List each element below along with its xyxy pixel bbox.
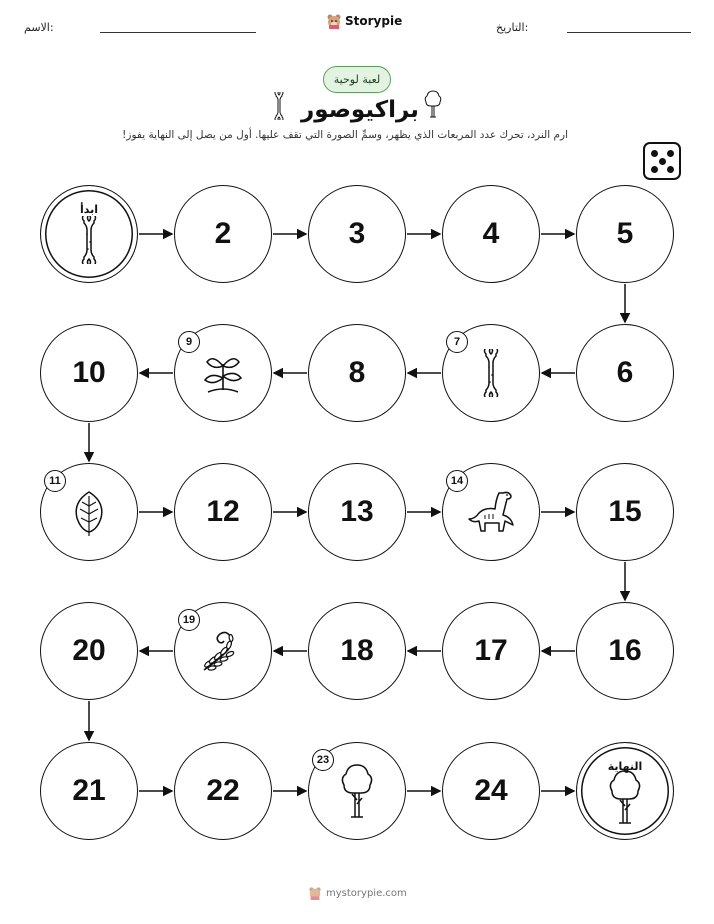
board-space[interactable] bbox=[308, 463, 406, 561]
board-space[interactable] bbox=[576, 324, 674, 422]
space-number-badge: 7 bbox=[446, 331, 468, 353]
plant-sprout-icon bbox=[200, 350, 246, 396]
space-number: 24 bbox=[474, 774, 508, 807]
date-label: التاريخ: bbox=[496, 21, 529, 34]
instructions: ارم النرد، تحرك عدد المربعات الذي يظهر، وسمِّ الصورة التي تقف عليها. أول من يصل إلى النهاية يفوز! bbox=[122, 129, 568, 141]
board-space[interactable] bbox=[40, 742, 138, 840]
board-space[interactable] bbox=[40, 324, 138, 422]
space-number: 10 bbox=[72, 356, 106, 389]
finish-space[interactable] bbox=[576, 742, 674, 840]
brand-name: Storypie bbox=[345, 14, 403, 28]
board-space[interactable] bbox=[174, 463, 272, 561]
board-space[interactable] bbox=[442, 602, 540, 700]
board-space[interactable] bbox=[308, 324, 406, 422]
name-label: الاسم: bbox=[24, 21, 54, 34]
board-space[interactable] bbox=[308, 602, 406, 700]
fern-icon bbox=[198, 626, 248, 676]
space-number: 6 bbox=[616, 356, 634, 389]
board-space[interactable] bbox=[576, 185, 674, 283]
board-space[interactable] bbox=[174, 742, 272, 840]
space-label: ابدأ bbox=[79, 203, 99, 216]
board-space[interactable] bbox=[442, 185, 540, 283]
space-number: 20 bbox=[72, 634, 106, 667]
space-number: 22 bbox=[206, 774, 240, 807]
space-number-badge: 19 bbox=[178, 609, 200, 631]
tree-icon bbox=[340, 762, 374, 820]
start-space[interactable] bbox=[40, 185, 138, 283]
board-space[interactable] bbox=[576, 602, 674, 700]
footer-site[interactable]: mystorypie.com bbox=[326, 887, 407, 899]
space-number: 13 bbox=[340, 495, 374, 528]
tree-icon bbox=[608, 768, 642, 826]
space-number: 15 bbox=[608, 495, 642, 528]
space-label: النهاية bbox=[607, 760, 643, 773]
footer bbox=[308, 886, 407, 900]
space-number-badge: 23 bbox=[312, 749, 334, 771]
game-title: براكيوصور bbox=[301, 97, 419, 123]
space-number: 12 bbox=[206, 495, 240, 528]
bone-icon bbox=[78, 216, 100, 264]
space-number: 8 bbox=[348, 356, 366, 389]
space-number-badge: 11 bbox=[44, 470, 66, 492]
board-space[interactable] bbox=[308, 185, 406, 283]
space-number: 17 bbox=[474, 634, 508, 667]
leaf-icon bbox=[69, 488, 109, 536]
board-space[interactable] bbox=[442, 742, 540, 840]
bear-logo-icon bbox=[308, 886, 322, 900]
bone-icon bbox=[480, 349, 502, 397]
space-number: 16 bbox=[608, 634, 642, 667]
board-space[interactable] bbox=[174, 185, 272, 283]
space-number: 3 bbox=[348, 217, 366, 250]
game-type-tag: لعبة لوحية bbox=[323, 66, 391, 93]
space-number: 18 bbox=[340, 634, 374, 667]
space-number: 4 bbox=[482, 217, 500, 250]
space-number: 5 bbox=[616, 217, 634, 250]
board-space[interactable] bbox=[40, 602, 138, 700]
space-number: 21 bbox=[72, 774, 106, 807]
space-number-badge: 14 bbox=[446, 470, 468, 492]
board-space[interactable] bbox=[576, 463, 674, 561]
space-number: 2 bbox=[214, 217, 232, 250]
brachiosaurus-icon bbox=[463, 489, 519, 535]
space-number-badge: 9 bbox=[178, 331, 200, 353]
